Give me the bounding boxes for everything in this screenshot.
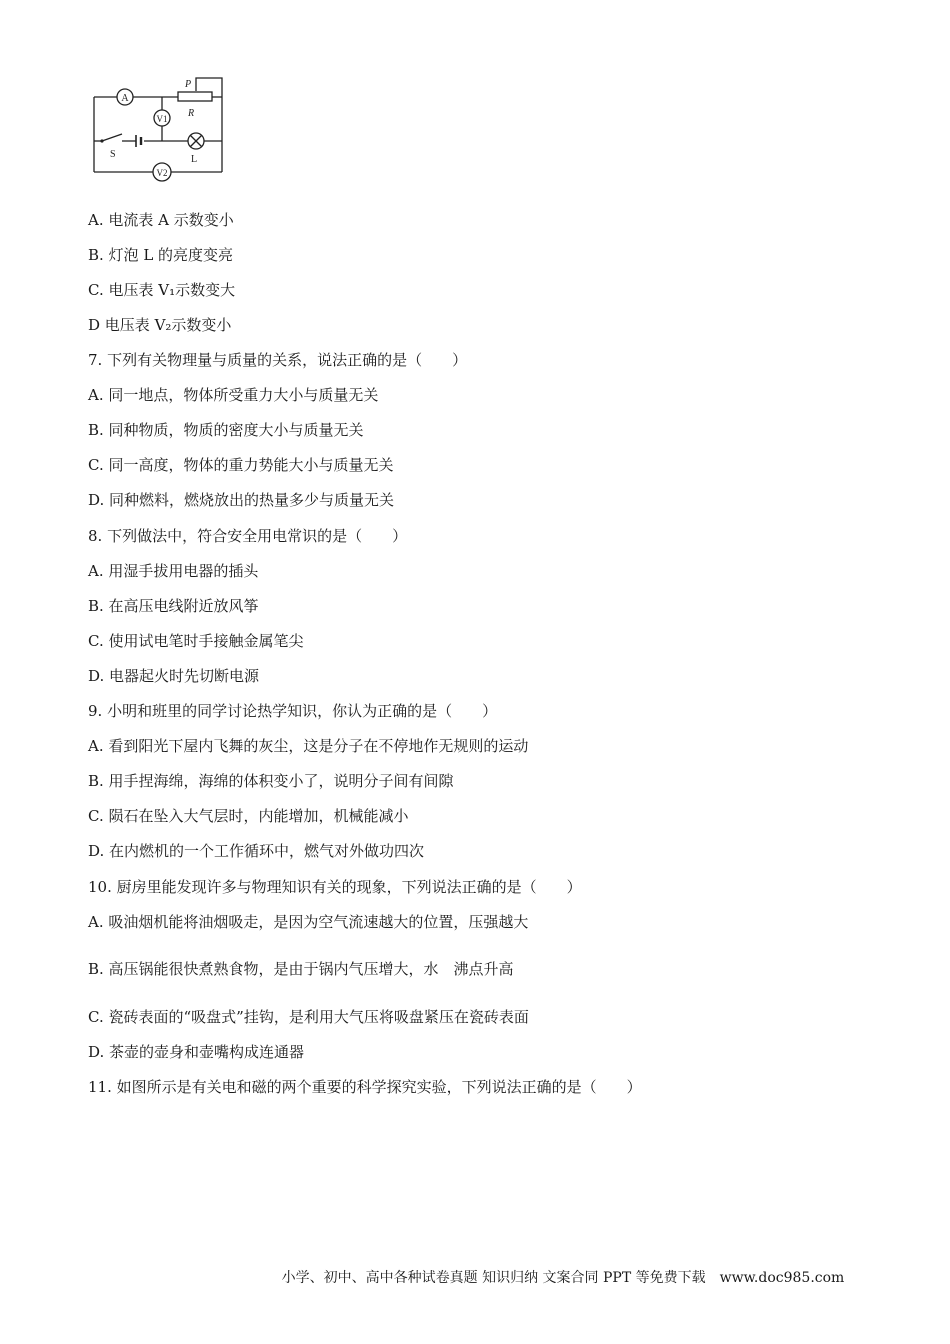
option-line: A. 吸油烟机能将油烟吸走，是因为空气流速越大的位置，压强越大: [88, 913, 529, 931]
option-line: C. 同一高度，物体的重力势能大小与质量无关: [88, 456, 394, 474]
option-line: B. 高压锅能很快煮熟食物，是由于锅内气压增大，水 沸点升高: [88, 960, 514, 978]
footer-text: 小学、初中、高中各种试卷真题 知识归纳 文案合同 PPT 等免费下载 www.doc985.com: [281, 1270, 845, 1286]
page-footer: [0, 1268, 950, 1288]
option-line: B. 用手捏海绵，海绵的体积变小了，说明分子间有间隙: [88, 772, 454, 790]
switch-label: S: [110, 149, 116, 160]
voltmeter-1-label: V1: [156, 114, 168, 124]
rheostat-label: R: [188, 108, 195, 119]
option-line: B. 在高压电线附近放风筝: [88, 597, 259, 615]
question-9: 9. 小明和班里的同学讨论热学知识，你认为正确的是（ ）: [88, 702, 498, 720]
ammeter-label: A: [121, 93, 129, 104]
option-line: C. 陨石在坠入大气层时，内能增加，机械能减小: [88, 807, 409, 825]
option-line: A. 电流表 A 示数变小: [88, 211, 234, 229]
option-line: A. 用湿手拔用电器的插头: [88, 562, 259, 580]
question-7: 7. 下列有关物理量与质量的关系，说法正确的是（ ）: [88, 351, 468, 369]
option-line: C. 瓷砖表面的“吸盘式”挂钩，是利用大气压将吸盘紧压在瓷砖表面: [88, 1008, 529, 1026]
option-line: D. 茶壶的壶身和壶嘴构成连通器: [88, 1043, 305, 1061]
question-10: 10. 厨房里能发现许多与物理知识有关的现象，下列说法正确的是（ ）: [88, 878, 582, 896]
option-line: A. 看到阳光下屋内飞舞的灰尘，这是分子在不停地作无规则的运动: [88, 737, 529, 755]
question-8: 8. 下列做法中，符合安全用电常识的是（ ）: [88, 527, 408, 545]
option-line: D. 同种燃料，燃烧放出的热量多少与质量无关: [88, 491, 395, 509]
option-line: D. 电器起火时先切断电源: [88, 667, 260, 685]
option-line: C. 电压表 V₁示数变大: [88, 281, 236, 299]
option-line: B. 灯泡 L 的亮度变亮: [88, 246, 234, 264]
option-line: D. 在内燃机的一个工作循环中，燃气对外做功四次: [88, 842, 425, 860]
option-line: D 电压表 V₂示数变小: [88, 316, 232, 334]
lamp-label: L: [191, 154, 198, 165]
voltmeter-2-label: V2: [156, 168, 168, 178]
question-11: 11. 如图所示是有关电和磁的两个重要的科学探究实验，下列说法正确的是（ ）: [88, 1078, 642, 1096]
circuit-diagram: [88, 74, 228, 186]
option-line: A. 同一地点，物体所受重力大小与质量无关: [88, 386, 379, 404]
option-line: C. 使用试电笔时手接触金属笔尖: [88, 632, 304, 650]
option-line: B. 同种物质，物质的密度大小与质量无关: [88, 421, 364, 439]
slider-label: P: [185, 79, 192, 90]
